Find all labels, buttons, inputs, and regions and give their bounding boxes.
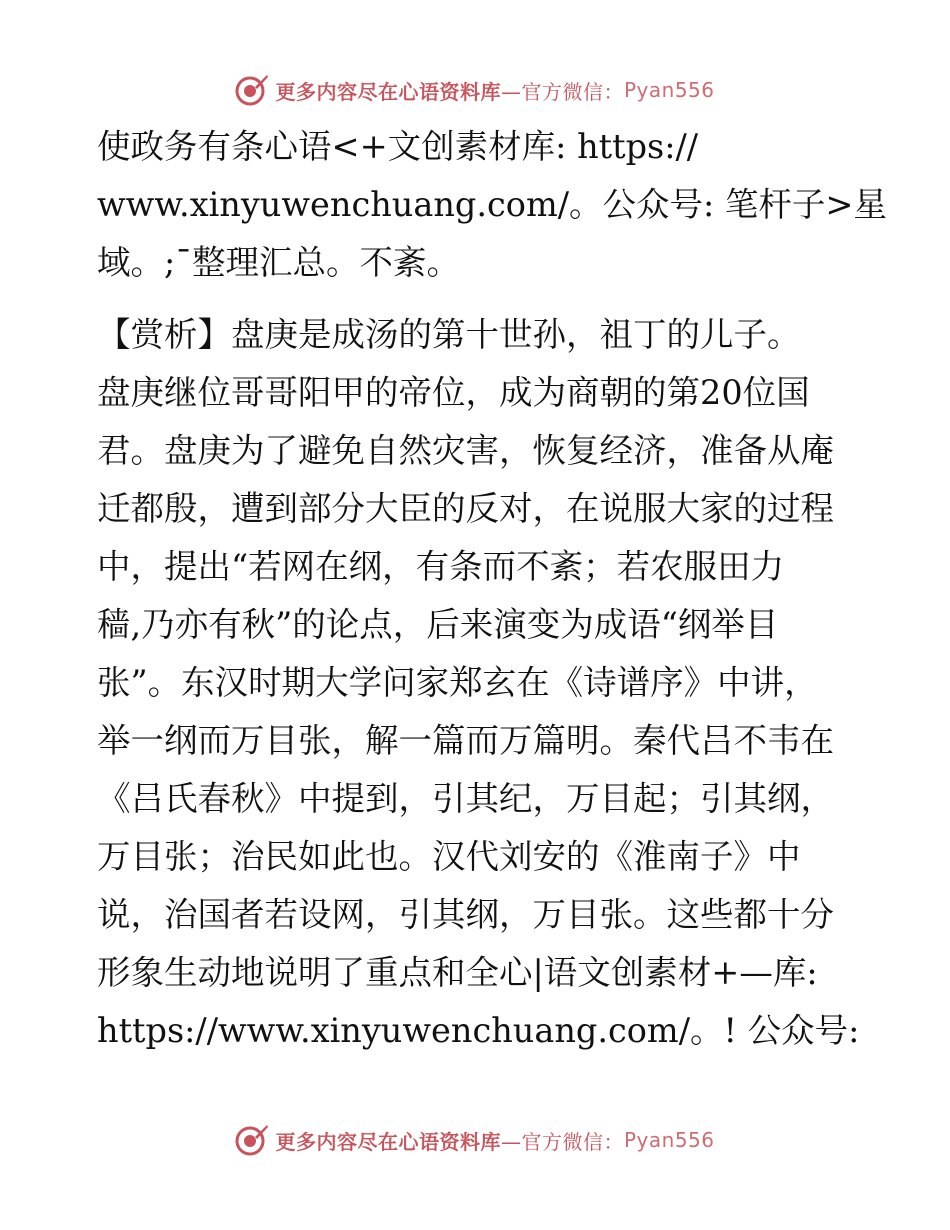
banner-main-text: 更多内容尽在心语资料库 <box>275 79 501 104</box>
header-watermark-banner <box>0 70 950 110</box>
text-line: 万目张；治民如此也。汉代刘安的《淮南子》中 <box>97 837 801 876</box>
text-line: 《吕氏春秋》中提到，引其纪，万目起；引其纲， <box>97 779 834 818</box>
banner-main-text: 更多内容尽在心语资料库 <box>275 1129 501 1154</box>
text-line: 使政务有条心语<+文创素材库: https:// <box>97 127 699 166</box>
banner-sub-text: —官方微信： <box>500 1129 624 1154</box>
document-body <box>97 118 887 1060</box>
text-line: 迁都殷，遭到部分大臣的反对，在说服大家的过程 <box>97 489 834 528</box>
text-line: 说，治国者若设网，引其纲，万目张。这些都十分 <box>97 895 834 934</box>
text-line: 中，提出“若网在纲，有条而不紊；若农服田力 <box>97 547 785 586</box>
text-line: 张”。东汉时期大学问家郑玄在《诗谱序》中讲， <box>97 663 818 702</box>
paragraph-1 <box>97 118 887 292</box>
text-line: 举一纲而万目张，解一篇而万篇明。秦代吕不韦在 <box>97 721 834 760</box>
text-line: 形象生动地说明了重点和全心|语文创素材+—库: <box>97 953 818 992</box>
footer-watermark-banner <box>0 1120 950 1160</box>
ink-brush-logo-icon <box>235 1123 269 1157</box>
text-line: https://www.xinyuwenchuang.com/。! 公众号: <box>97 1011 860 1050</box>
banner-account: Pyan556 <box>623 1128 715 1152</box>
text-line: 君。盘庚为了避免自然灾害，恢复经济，准备从庵 <box>97 431 834 470</box>
text-line: 盘庚继位哥哥阳甲的帝位，成为商朝的第20位国 <box>97 373 810 412</box>
ink-brush-logo-icon <box>235 73 269 107</box>
banner-sub-text: —官方微信： <box>500 79 624 104</box>
text-line: 【赏析】盘庚是成汤的第十世孙，祖丁的儿子。 <box>97 315 801 354</box>
text-line: www.xinyuwenchuang.com/。公众号: 笔杆子>星 <box>97 185 887 224</box>
paragraph-2 <box>97 306 860 1060</box>
banner-account: Pyan556 <box>623 78 715 102</box>
text-line: 穑,乃亦有秋”的论点，后来演变为成语“纲举目 <box>97 605 779 644</box>
text-line: 域。;¯整理汇总。不紊。 <box>97 243 461 282</box>
